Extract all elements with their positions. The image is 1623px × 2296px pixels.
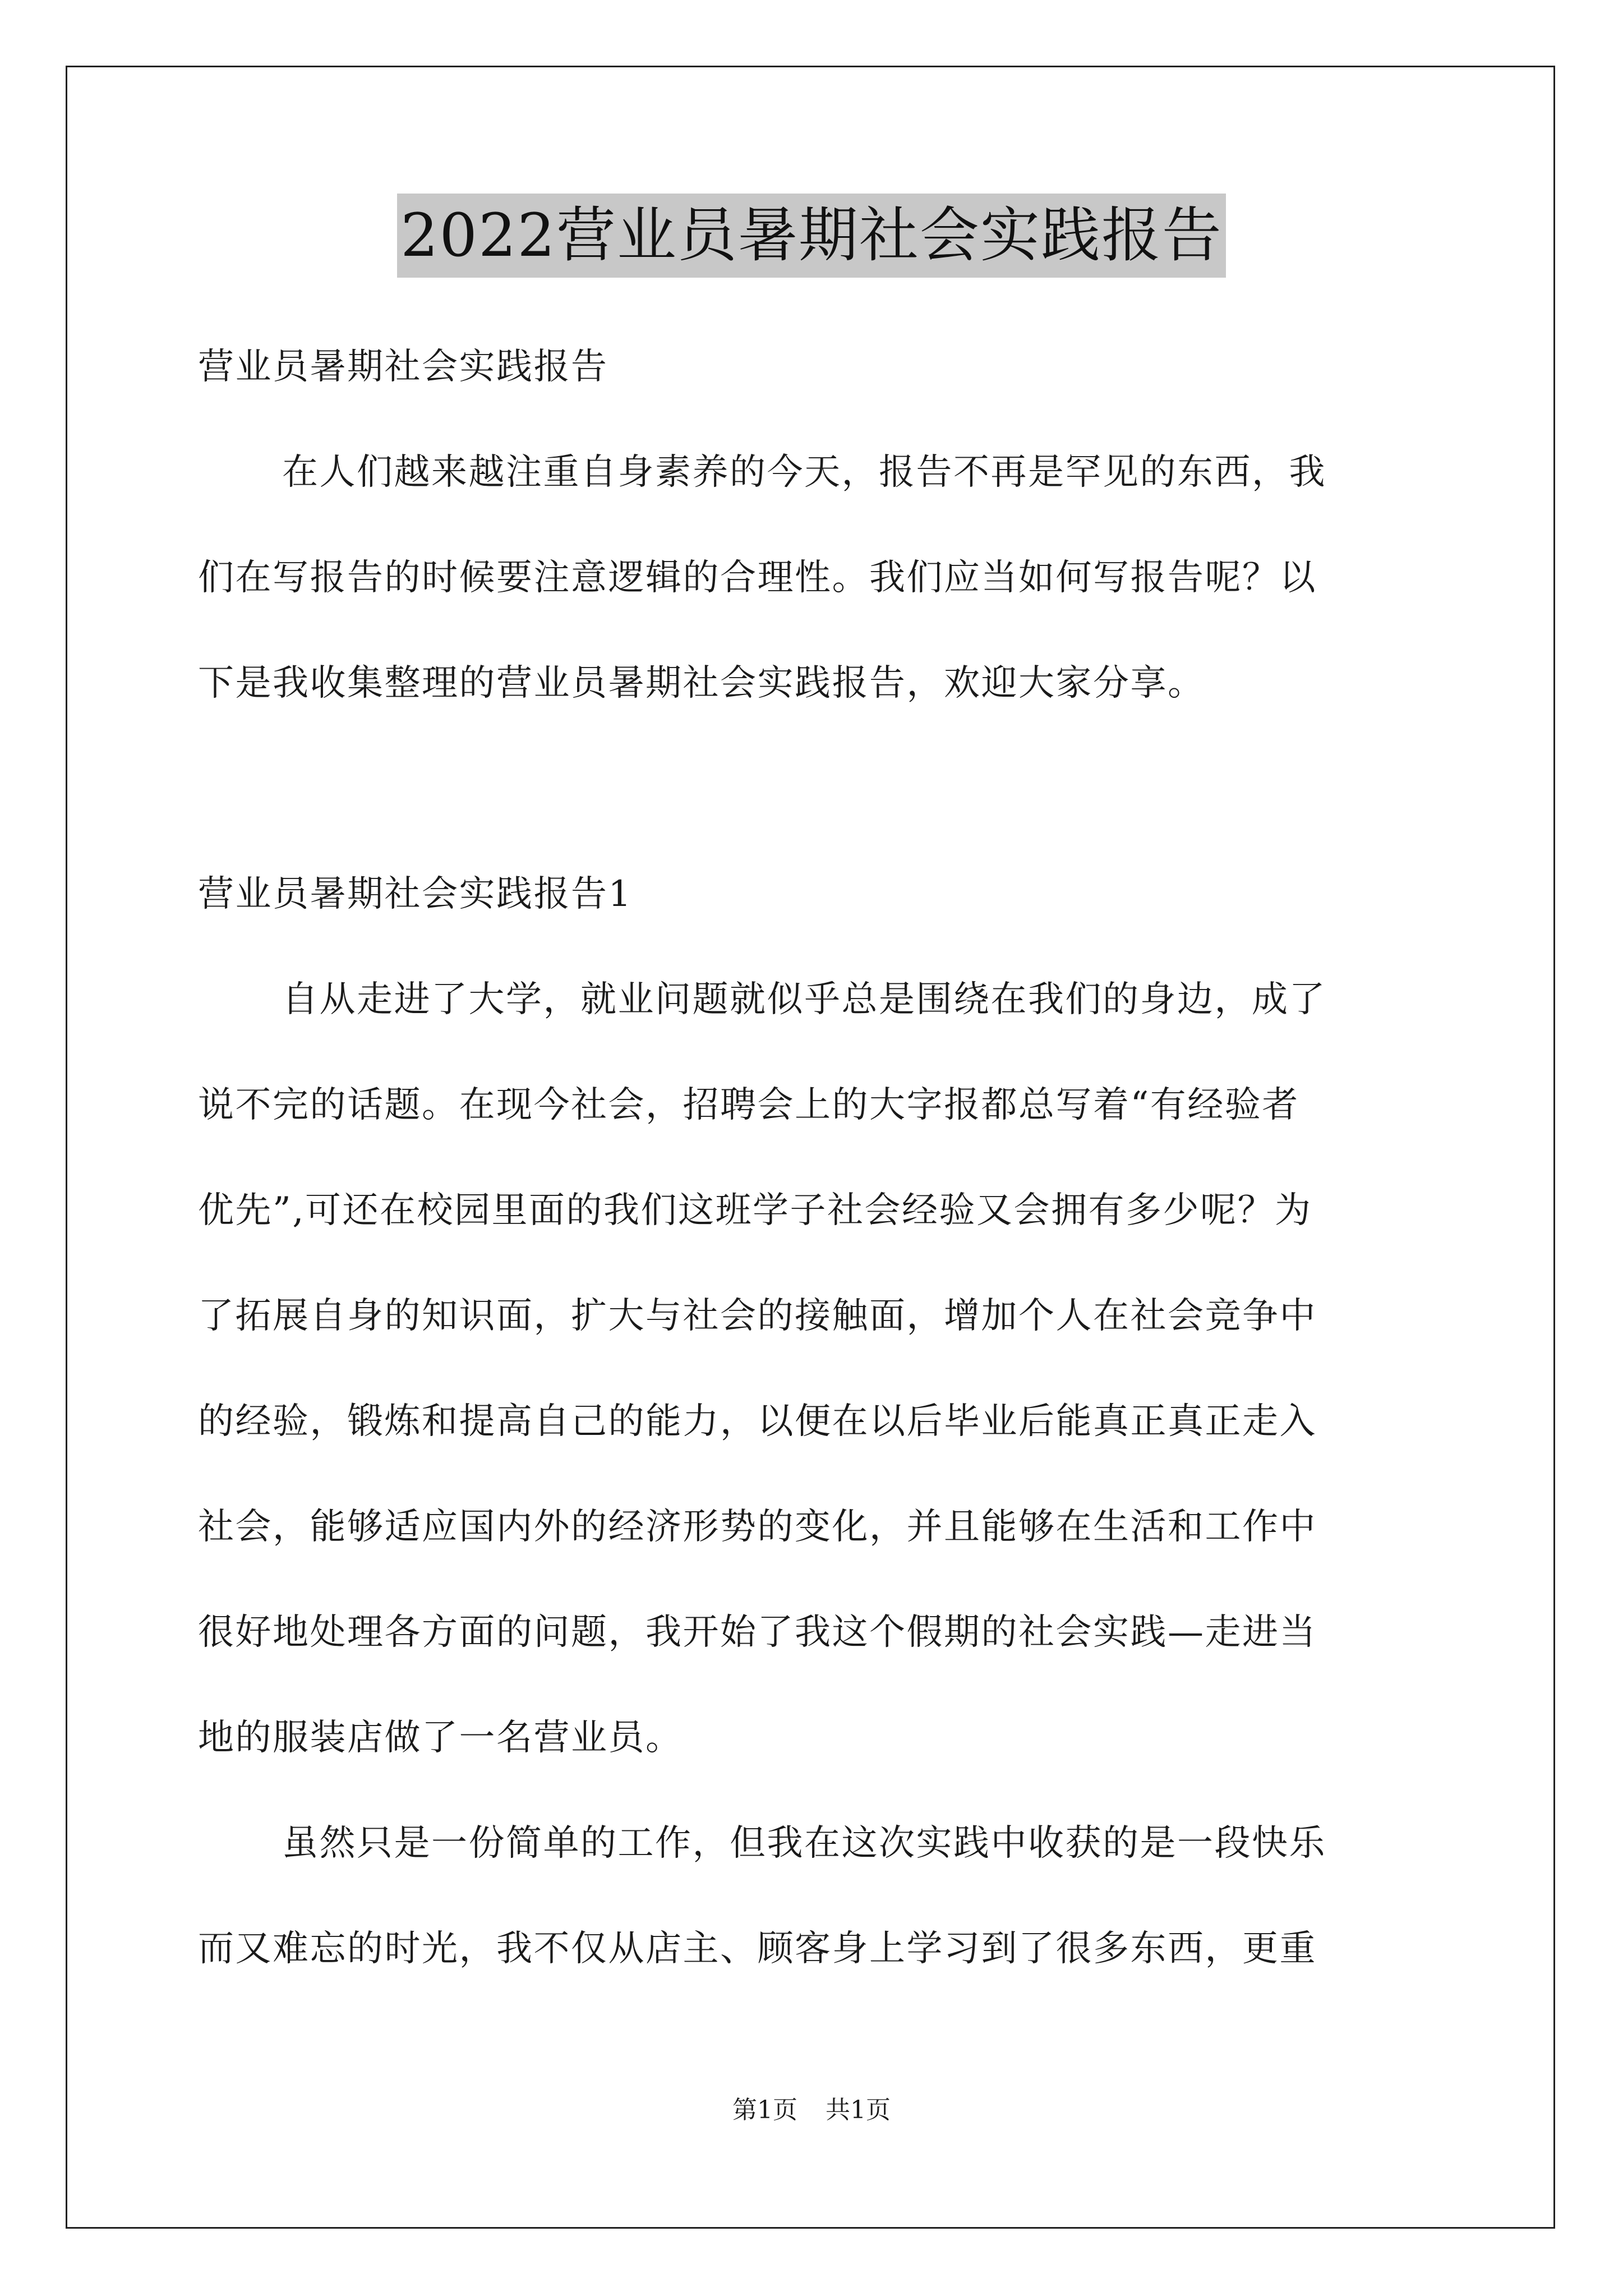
page-number-current: 第1页	[732, 2096, 797, 2124]
section-heading: 营业员暑期社会实践报告1	[198, 873, 633, 915]
paragraph-line: 很好地处理各方面的问题，我开始了我这个假期的社会实践—走进当	[198, 1612, 1317, 1653]
paragraph-line: 优先”,可还在校园里面的我们这班学子社会经验又会拥有多少呢？为	[198, 1190, 1312, 1231]
page-footer	[0, 2093, 1623, 2127]
paragraph-2	[198, 1791, 1432, 2001]
paragraph-1	[198, 947, 1432, 1791]
title-container	[0, 194, 1623, 278]
paragraph-line: 自从走进了大学，就业问题就似乎总是围绕在我们的身边，成了	[282, 979, 1326, 1020]
paragraph-line: 说不完的话题。在现今社会，招聘会上的大字报都总写着“有经验者	[198, 1084, 1299, 1126]
document-subtitle: 营业员暑期社会实践报告	[198, 346, 608, 388]
intro-line: 下是我收集整理的营业员暑期社会实践报告，欢迎大家分享。	[198, 662, 1205, 704]
paragraph-line: 而又难忘的时光，我不仅从店主、顾客身上学习到了很多东西，更重	[198, 1928, 1317, 1970]
paragraph-line: 了拓展自身的知识面，扩大与社会的接触面，增加个人在社会竞争中	[198, 1295, 1317, 1337]
document-title: 2022营业员暑期社会实践报告	[397, 194, 1226, 278]
intro-line: 在人们越来越注重自身素养的今天，报告不再是罕见的东西，我	[282, 452, 1326, 493]
paragraph-line: 虽然只是一份简单的工作，但我在这次实践中收获的是一段快乐	[282, 1823, 1326, 1864]
paragraph-line: 社会，能够适应国内外的经济形势的变化，并且能够在生活和工作中	[198, 1506, 1317, 1548]
paragraph-line: 的经验，锻炼和提高自己的能力，以便在以后毕业后能真正真正走入	[198, 1401, 1317, 1442]
paragraph-line: 地的服装店做了一名营业员。	[198, 1717, 683, 1759]
intro-paragraph	[198, 420, 1432, 736]
document-body	[198, 314, 1432, 2001]
page-number-total: 共1页	[826, 2096, 891, 2124]
intro-line: 们在写报告的时候要注意逻辑的合理性。我们应当如何写报告呢？以	[198, 557, 1317, 599]
blank-line	[198, 736, 1432, 841]
